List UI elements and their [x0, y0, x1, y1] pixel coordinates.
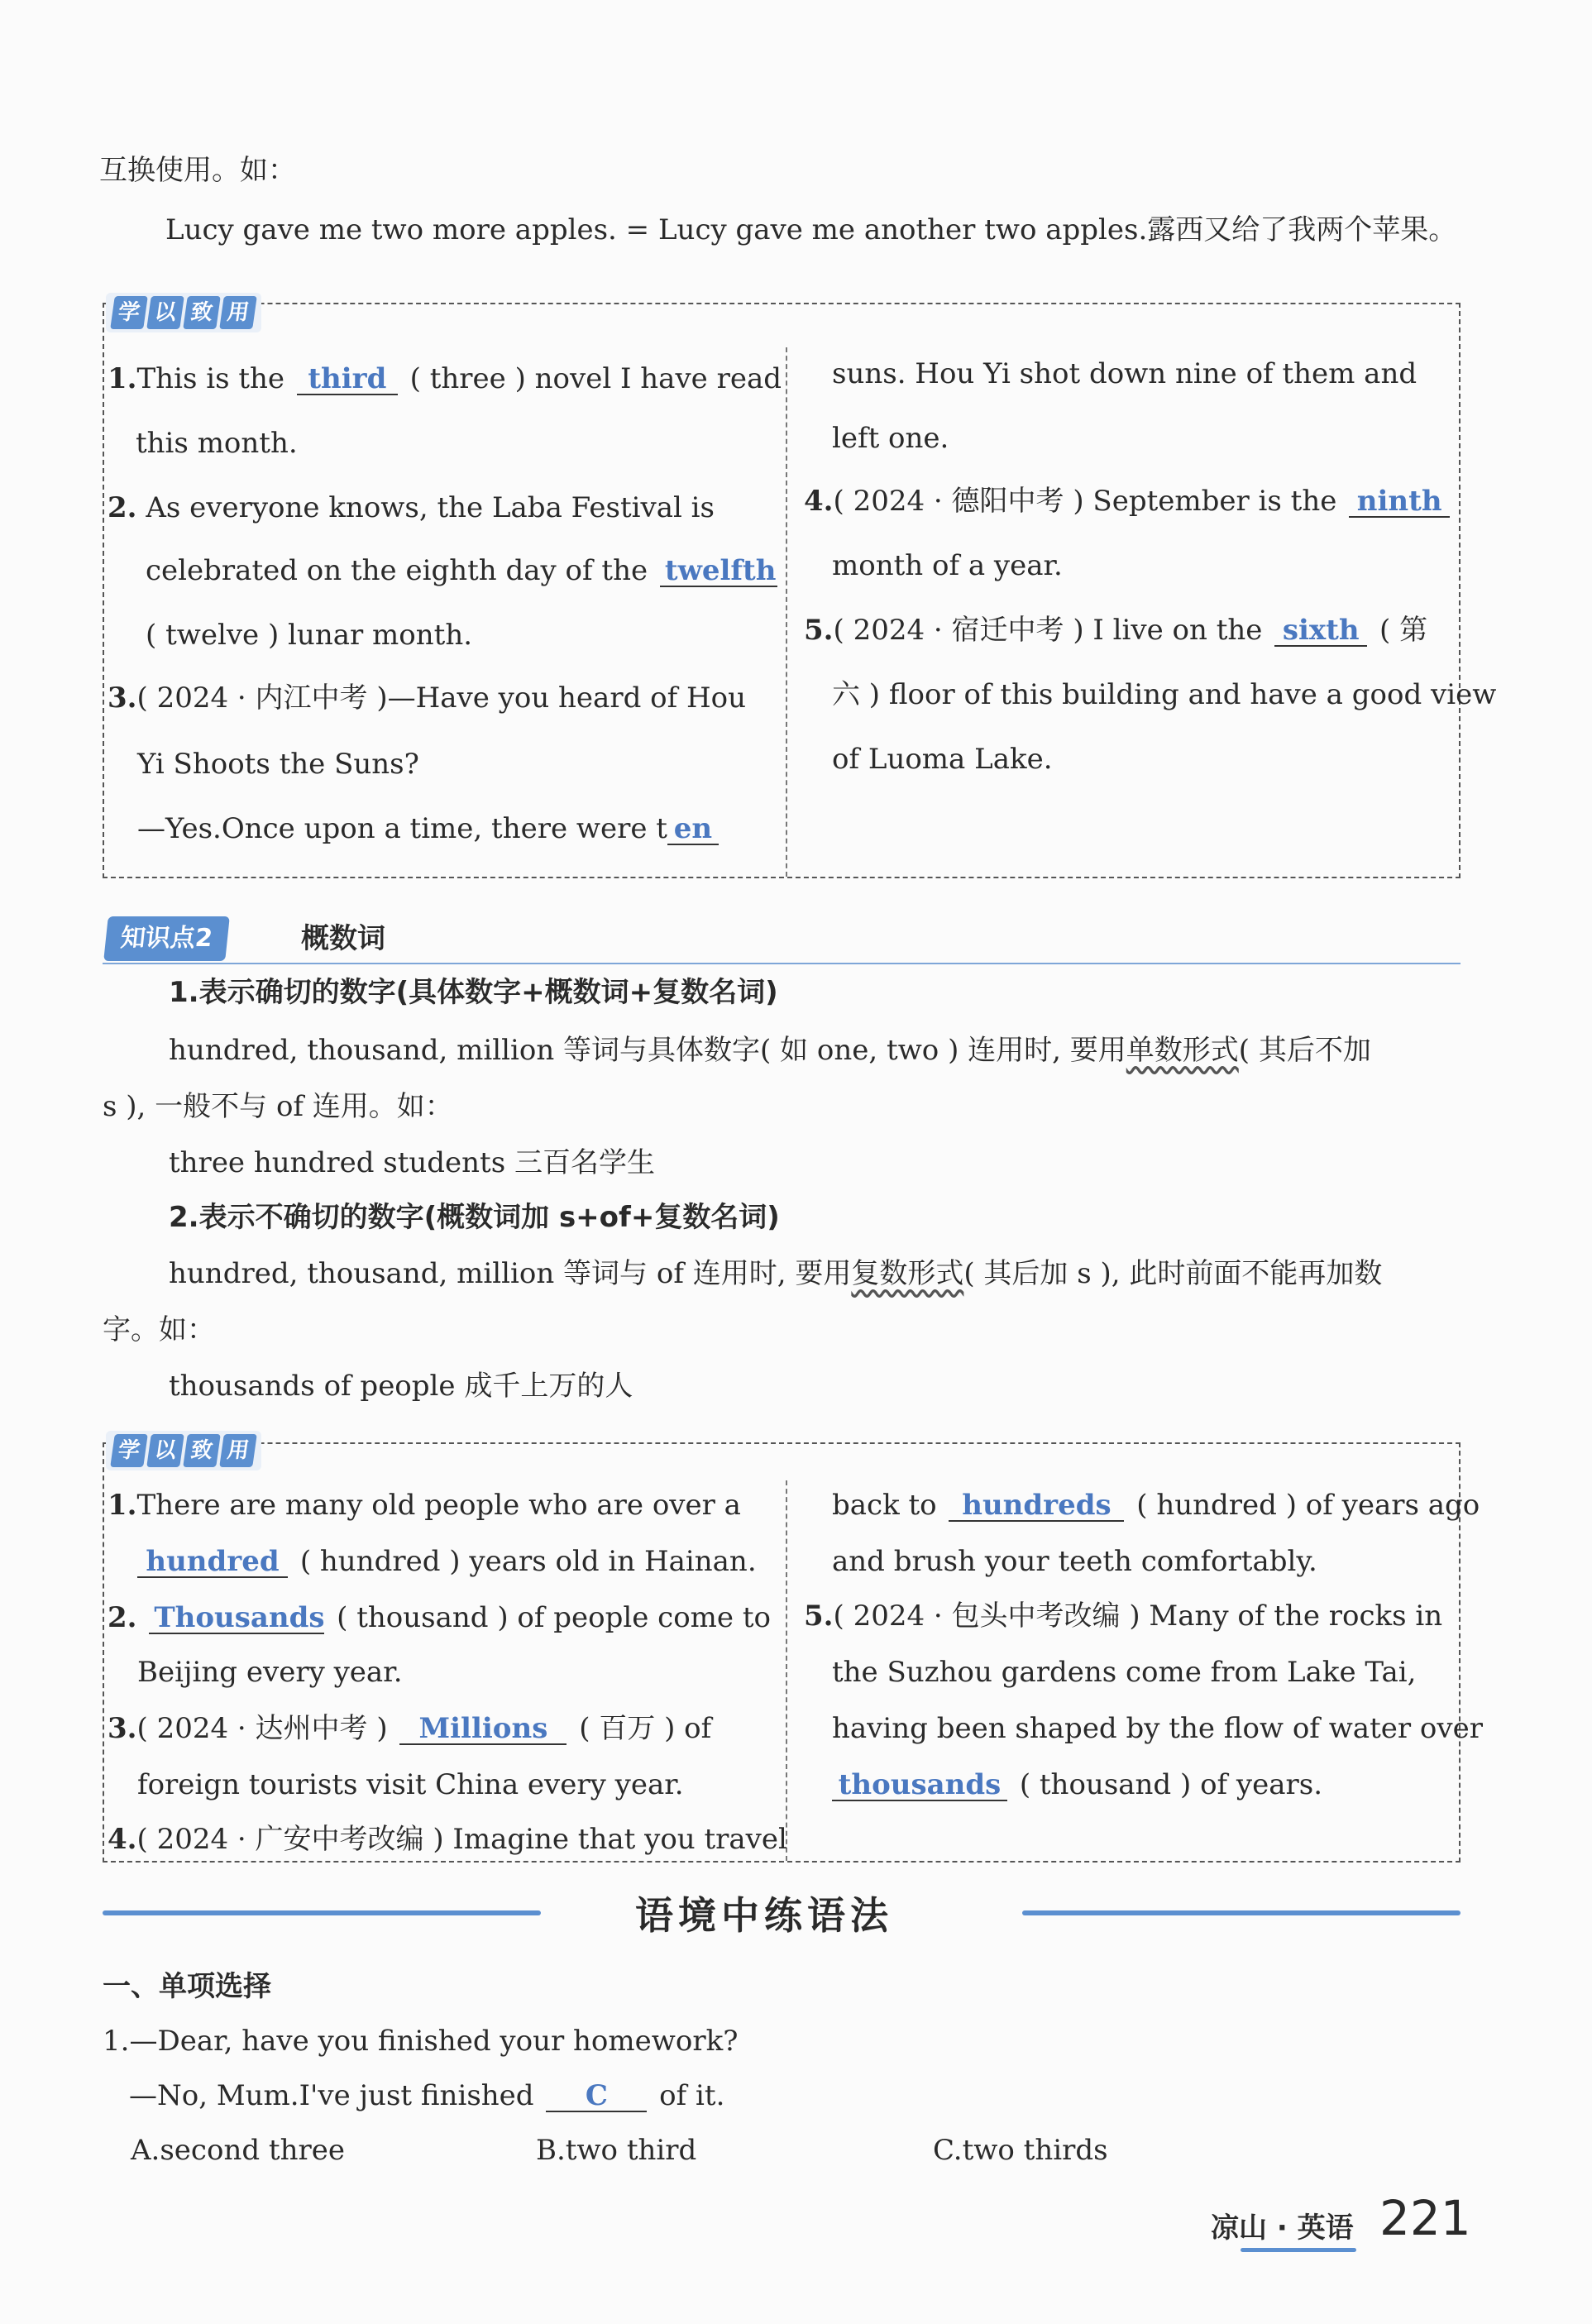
ex2-q5: 5.( 2024 · 包头中考改编 ) Many of the rocks in — [804, 1600, 1443, 1633]
ex1-q3-l2: Yi Shoots the Suns? — [137, 748, 419, 781]
ex1-q3-r2: left one. — [832, 422, 949, 455]
ex2-q1-l2: hundred ( hundred ) years old in Hainan. — [137, 1545, 757, 1578]
answer-blank: sixth — [1274, 615, 1367, 647]
mcq-option-b: B.two third — [536, 2134, 697, 2167]
column-divider-1 — [786, 347, 787, 877]
ex2-q5-l3: having been shaped by the flow of water over — [832, 1712, 1483, 1745]
ex1-q5-l2: 六 ) floor of this building and have a good view — [832, 678, 1497, 711]
column-divider-2 — [786, 1480, 787, 1861]
ex2-q5-l2: the Suzhou gardens come from Lake Tai, — [832, 1656, 1417, 1689]
kp2-para-2b: 字。如： — [103, 1313, 215, 1346]
ex1-q3-r1: suns. Hou Yi shot down nine of them and — [832, 357, 1418, 390]
ex1-q4: 4.( 2024 · 德阳中考 ) September is the ninth — [804, 485, 1453, 518]
knowledge-point-tag: 知识点2 — [103, 916, 230, 961]
knowledge-point-title: 概数词 — [301, 922, 385, 955]
practice-badge-1: 学 以 致 用 — [106, 293, 261, 332]
answer-blank: C — [546, 2081, 647, 2112]
ex2-q3-l2: foreign tourists visit China every year. — [137, 1768, 684, 1801]
section-rule-right — [1022, 1910, 1461, 1915]
answer-blank: Thousands — [149, 1603, 324, 1634]
answer-blank: hundreds — [949, 1490, 1124, 1522]
ex1-q5: 5.( 2024 · 宿迁中考 ) I live on the sixth ( 第 — [804, 614, 1428, 647]
ex1-q2-l2: celebrated on the eighth day of the twelfth — [146, 554, 777, 587]
intro-line-1: 互换使用。如： — [99, 154, 296, 187]
answer-blank: ninth — [1349, 486, 1450, 518]
kp2-para-1a: hundred, thousand, million 等词与具体数字( 如 one, two ) 连用时, 要用单数形式( 其后不加 — [169, 1034, 1371, 1067]
ex1-q2-l3: ( twelve ) lunar month. — [146, 619, 473, 652]
answer-blank: third — [297, 364, 398, 395]
mcq-q1-l1: 1.—Dear, have you finished your homework? — [103, 2025, 739, 2058]
mcq-option-c: C.two thirds — [933, 2134, 1108, 2167]
footer-label: 凉山 · 英语 — [1211, 2212, 1354, 2245]
ex2-q2-l2: Beijing every year. — [137, 1656, 403, 1689]
ex1-q1: 1.This is the third ( three ) novel I have read — [108, 362, 782, 395]
footer-accent — [1241, 2248, 1356, 2252]
kp2-example-1: three hundred students 三百名学生 — [169, 1146, 655, 1179]
subsection-title: 一、单项选择 — [103, 1970, 271, 2003]
kp2-example-2: thousands of people 成千上万的人 — [169, 1370, 633, 1403]
ex2-q4-r1: back to hundreds ( hundred ) of years ago — [832, 1489, 1480, 1522]
ex1-q3-l3: —Yes.Once upon a time, there were t en — [137, 812, 722, 845]
ex2-q2: 2. Thousands ( thousand ) of people come to — [108, 1601, 771, 1634]
answer-blank: hundred — [137, 1547, 288, 1578]
ex2-q5-l4: thousands ( thousand ) of years. — [832, 1768, 1322, 1801]
practice-badge-2: 学 以 致 用 — [106, 1431, 261, 1470]
kp2-para-2a: hundred, thousand, million 等词与 of 连用时, 要用复数形式( 其后加 s ), 此时前面不能再加数 — [169, 1257, 1383, 1290]
page-number: 221 — [1379, 2190, 1471, 2246]
section-rule-left — [103, 1910, 541, 1915]
section-title: 语境中练语法 — [635, 1893, 893, 1938]
ex1-q2: 2. As everyone knows, the Laba Festival is — [108, 491, 715, 524]
knowledge-point-underline — [103, 963, 1461, 964]
ex2-q3: 3.( 2024 · 达州中考 ) Millions ( 百万 ) of — [108, 1712, 712, 1745]
ex1-q5-l3: of Luoma Lake. — [832, 743, 1053, 776]
mcq-q1-l2: —No, Mum.I've just finished C of it. — [129, 2079, 725, 2112]
ex2-q1: 1.There are many old people who are over a — [108, 1489, 741, 1522]
ex2-q4-r2: and brush your teeth comfortably. — [832, 1545, 1317, 1578]
answer-blank: twelfth — [660, 556, 777, 587]
ex2-q4: 4.( 2024 · 广安中考改编 ) Imagine that you travel — [108, 1823, 787, 1856]
ex1-q4-cont: month of a year. — [832, 549, 1063, 582]
intro-line-2: Lucy gave me two more apples. = Lucy gave me another two apples.露西又给了我两个苹果。 — [165, 213, 1457, 246]
kp2-para-1b: s ), 一般不与 of 连用。如： — [103, 1090, 453, 1123]
ex1-q1-cont: this month. — [136, 427, 298, 460]
ex1-q3: 3.( 2024 · 内江中考 )—Have you heard of Hou — [108, 681, 747, 715]
answer-blank: thousands — [832, 1770, 1007, 1801]
mcq-option-a: A.second three — [131, 2134, 345, 2167]
kp2-heading-1: 1.表示确切的数字(具体数字+概数词+复数名词) — [169, 976, 778, 1009]
answer-blank: Millions — [399, 1714, 567, 1745]
kp2-heading-2: 2.表示不确切的数字(概数词加 s+of+复数名词) — [169, 1201, 780, 1234]
answer-blank: en — [667, 814, 719, 845]
